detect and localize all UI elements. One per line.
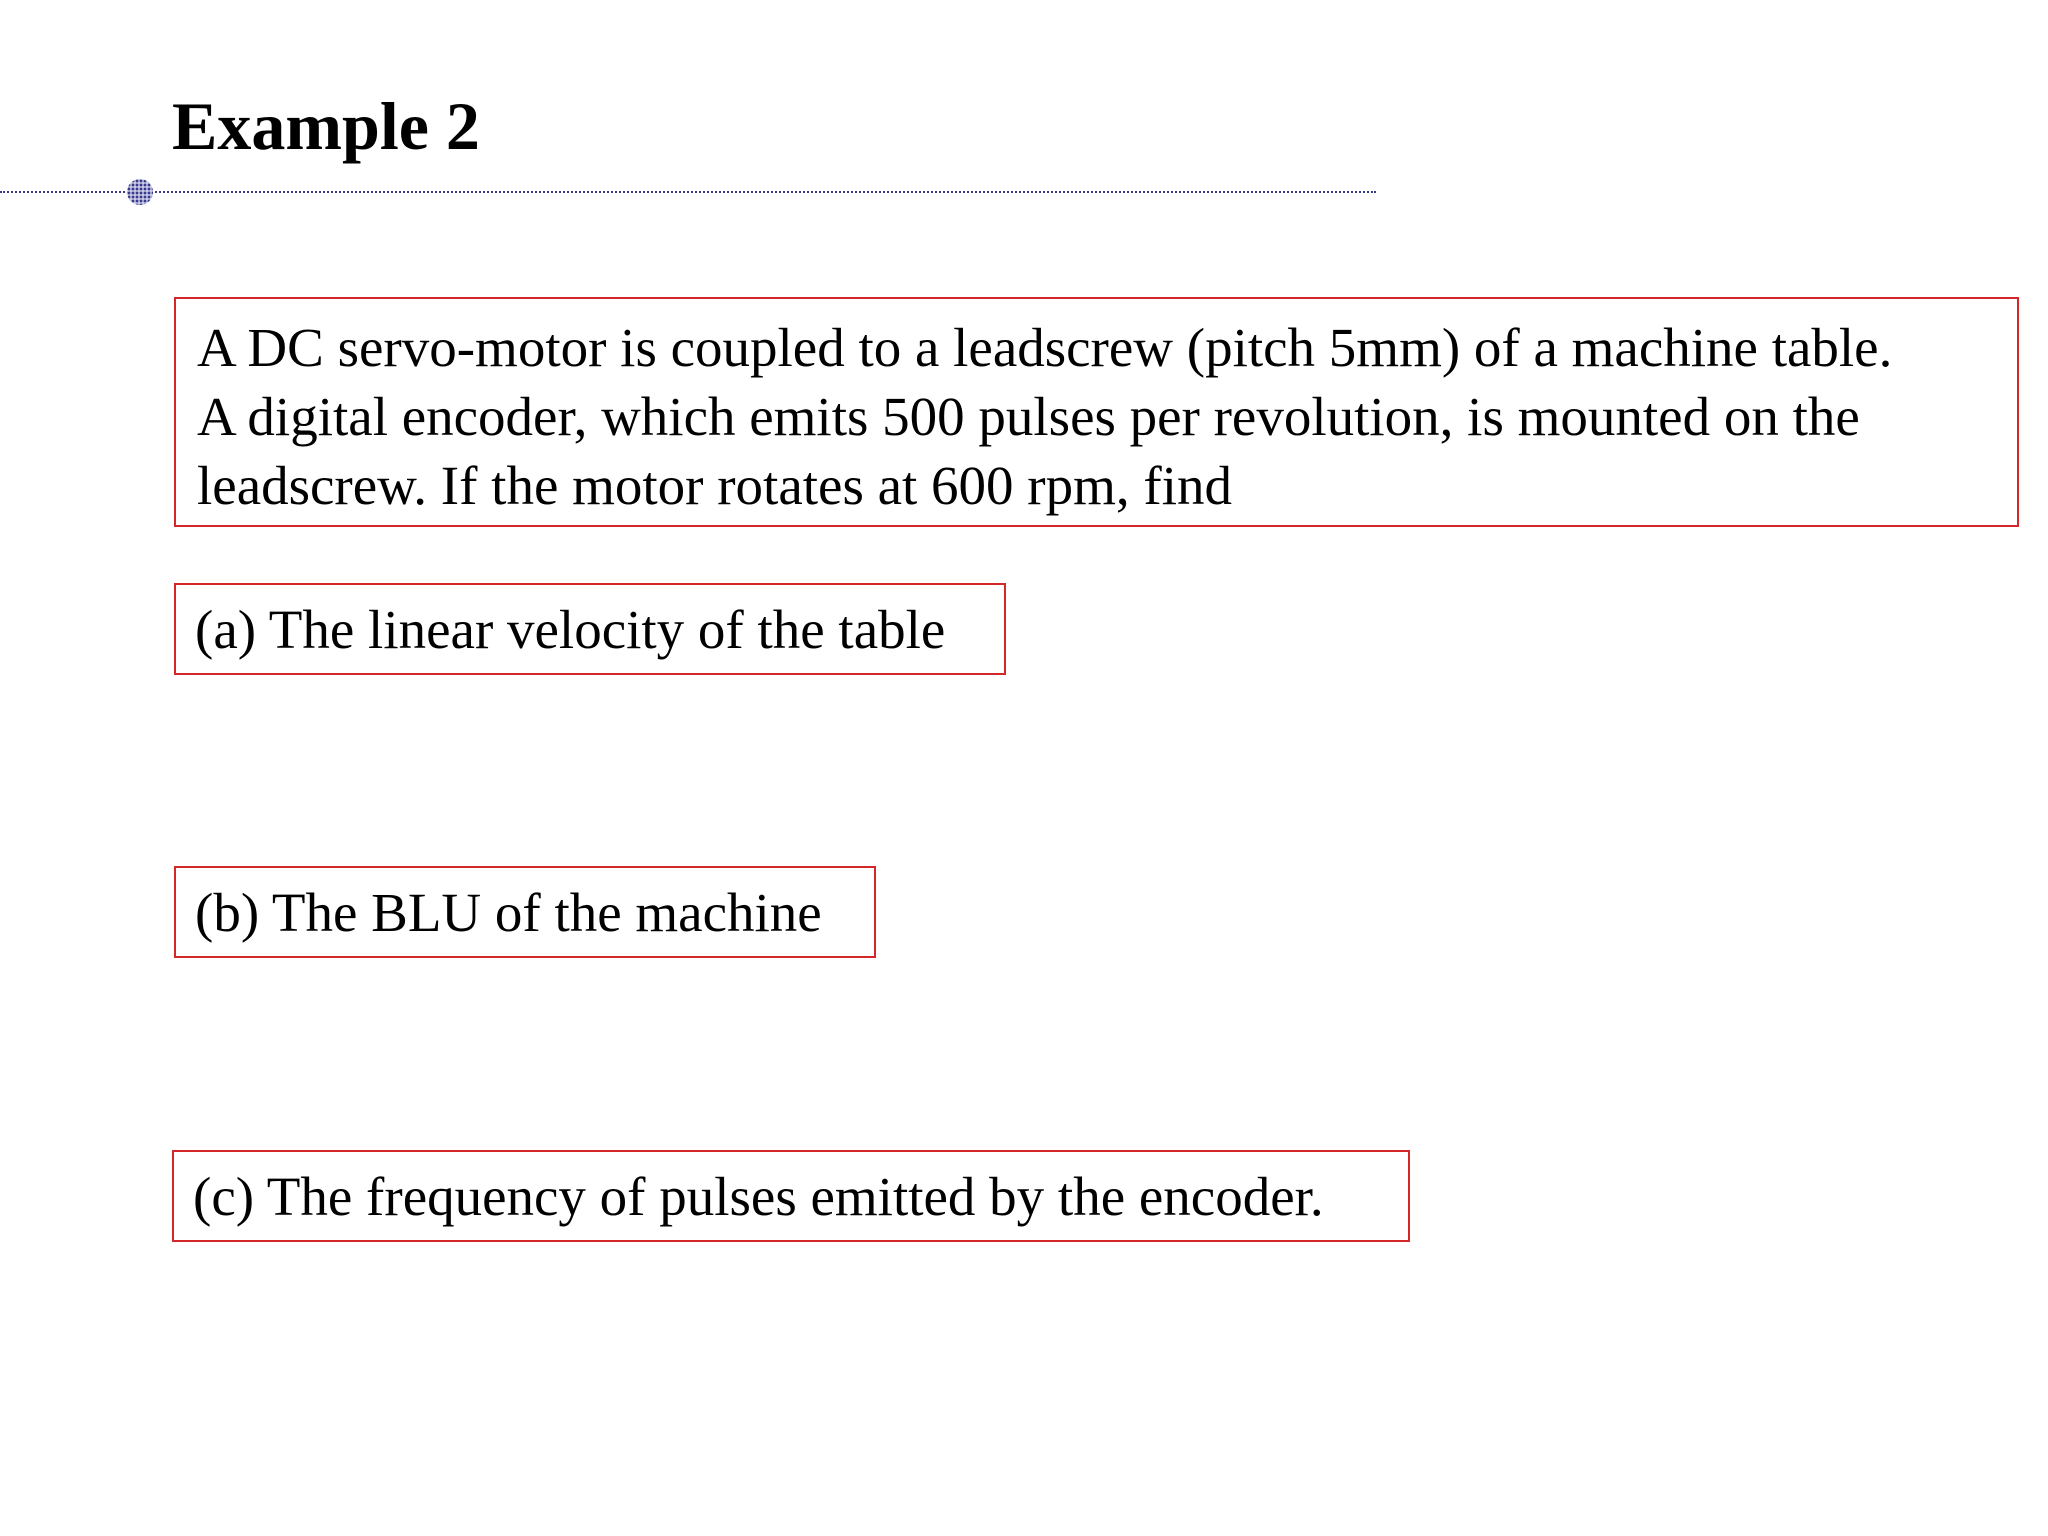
- question-b-text: (b) The BLU of the machine: [195, 882, 822, 943]
- question-a-box: [174, 583, 1006, 675]
- problem-line-2: A digital encoder, which emits 500 pulses per revolution, is mounted on the: [197, 386, 1860, 447]
- question-b-box: [174, 866, 876, 958]
- problem-statement-box: [174, 297, 2019, 527]
- divider-bullet-icon: [127, 179, 153, 205]
- title-divider: [0, 191, 1376, 193]
- problem-line-1: A DC servo-motor is coupled to a leadscrew (pitch 5mm) of a machine table.: [197, 317, 1893, 378]
- question-c-text: (c) The frequency of pulses emitted by the encoder.: [193, 1166, 1324, 1227]
- question-c-box: [172, 1150, 1410, 1242]
- slide-title: Example 2: [172, 88, 480, 164]
- problem-line-3: leadscrew. If the motor rotates at 600 rpm, find: [197, 455, 1232, 516]
- question-a-text: (a) The linear velocity of the table: [195, 599, 946, 660]
